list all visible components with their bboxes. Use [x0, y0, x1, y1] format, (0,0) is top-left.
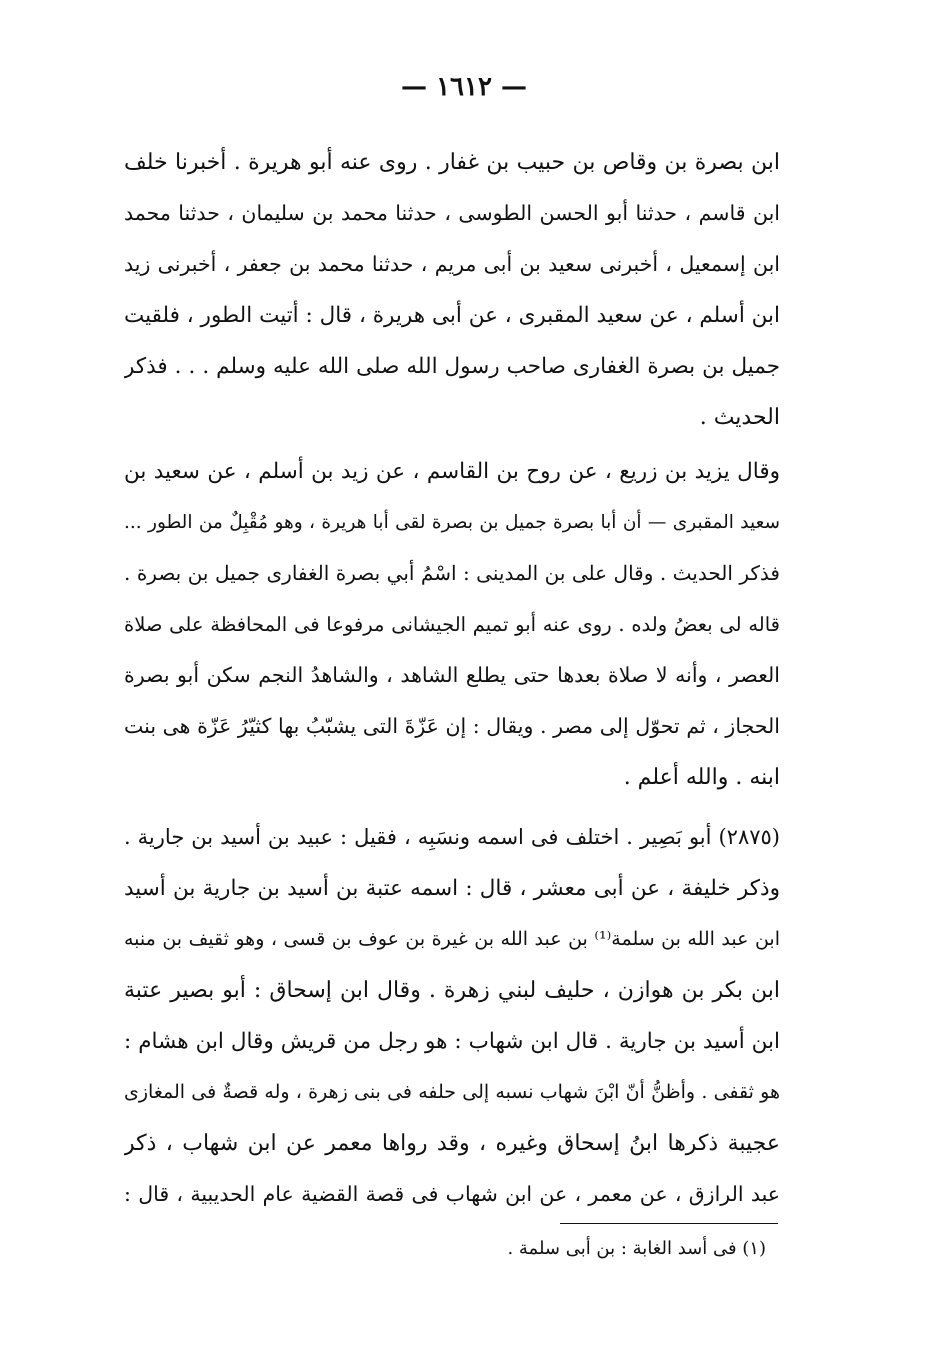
- text-line: قاله لى بعضُ ولده . روى عنه أبو تميم الجيشانى مرفوعا فى المحافظة على صلاة: [124, 613, 780, 636]
- text-line: العصر ، وأنه لا صلاة بعدها حتى يطلع الشاهد ، والشاهدُ النجم سكن أبو بصرة: [124, 663, 780, 687]
- text-line: الحجاز ، ثم تحوّل إلى مصر . ويقال : إن عَزّةَ التى يشبّبُ بها كثيّرُ عَزّة هى بنت: [124, 714, 780, 738]
- text-line: ابن عبد الله بن سلمة⁽¹⁾ بن عبد الله بن غيرة بن عوف بن قسى ، وهو ثقيف بن منبه: [124, 928, 780, 950]
- text-line: جميل بن بصرة الغفارى صاحب رسول الله صلى الله عليه وسلم . . . فذكر: [124, 354, 780, 379]
- text-line: عبد الرازق ، عن معمر ، عن ابن شهاب فى قصة القضية عام الحديبية ، قال :: [124, 1182, 780, 1206]
- paragraph-2: [124, 446, 780, 803]
- footnote: (١) فى أسد الغابة : بن أبى سلمة .: [507, 1238, 766, 1259]
- text-line: وقال يزيد بن زريع ، عن روح بن القاسم ، عن زيد بن أسلم ، عن سعيد بن: [124, 459, 780, 484]
- text-line: ابن قاسم ، حدثنا أبو الحسن الطوسى ، حدثنا محمد بن سليمان ، حدثنا محمد: [124, 201, 780, 225]
- text-line: وذكر خليفة ، عن أبى معشر ، قال : اسمه عتبة بن أسيد بن جارية بن أسيد: [124, 876, 780, 901]
- entry-heading-line: (٢٨٧٥) أبو بَصِير . اختلف فى اسمه ونسَبِه ، فقيل : عبيد بن أسيد بن جارية .: [124, 825, 780, 849]
- text-line: الحديث .: [699, 405, 780, 430]
- footnote-divider: [560, 1223, 778, 1224]
- text-line: ابن بكر بن هوازن ، حليف لبني زهرة . وقال ابن إسحاق : أبو بصير عتبة: [124, 978, 780, 1003]
- text-line: ابن أسيد بن جارية . قال ابن شهاب : هو رجل من قريش وقال ابن هشام :: [124, 1029, 780, 1054]
- text-line: سعيد المقبرى — أن أبا بصرة جميل بن بصرة لقى أبا هريرة ، وهو مُقْبِلٌ من الطور ...: [124, 512, 780, 533]
- text-line: فذكر الحديث . وقال على بن المدينى : اسْمُ أبي بصرة الغفارى جميل بن بصرة .: [124, 561, 780, 585]
- text-line: هو ثقفى . وأظنُّ أنّ ابْنَ شهاب نسبه إلى حلفه فى بنى زهرة ، وله قصةٌ فى المغازى: [124, 1081, 780, 1103]
- page-number: — ١٦١٢ —: [401, 72, 527, 102]
- text-line: ابن بصرة بن وقاص بن حبيب بن غفار . روى عنه أبو هريرة . أخبرنا خلف: [124, 150, 780, 175]
- entry-2875: [124, 812, 780, 1220]
- text-line: ابن أسلم ، عن سعيد المقبرى ، عن أبى هريرة ، قال : أتيت الطور ، فلقيت: [124, 303, 780, 328]
- text-line: ابن إسمعيل ، أخبرنى سعيد بن أبى مريم ، حدثنا محمد بن جعفر ، أخبرنى زيد: [124, 252, 780, 276]
- text-line: عجيبة ذكرها ابنُ إسحاق وغيره ، وقد رواها معمر عن ابن شهاب ، ذكر: [124, 1131, 780, 1156]
- text-line: ابنه . والله أعلم .: [623, 765, 780, 790]
- paragraph-1: [124, 137, 780, 443]
